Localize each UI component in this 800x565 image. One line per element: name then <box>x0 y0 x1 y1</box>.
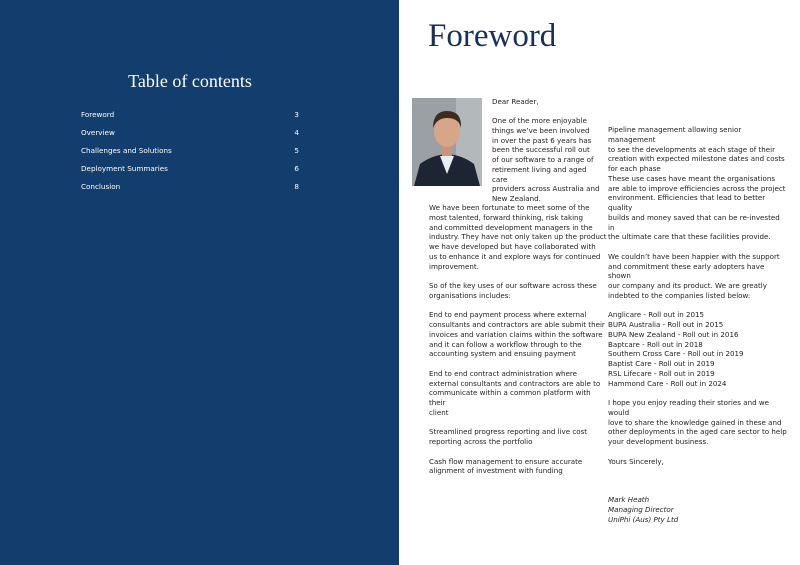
greeting-text: Dear Reader, <box>492 97 539 106</box>
intro-text: One of the more enjoyable things we’ve been involved in over the past 6 years has been the successful roll out of our software to a range of retirement living and aged care providers across Australia and New Zealand. <box>492 116 600 203</box>
toc-item-label: Overview <box>81 128 115 138</box>
company-list: Anglicare - Roll out in 2015 BUPA Australia - Roll out in 2015 BUPA New Zealand - Roll out in 2016 Baptcare - Roll out in 2018 Southern Cross Care - Roll out in 2019 Baptist Care - Roll out in 2019 RSL Lifecare - Roll out in 2019 Hammond Care - Roll out in 2024 <box>608 310 744 388</box>
toc-item-overview[interactable] <box>81 124 299 142</box>
paragraph: End to end contract administration where external consultants and contractors are able to communicate within a common platform with their client <box>429 368 601 417</box>
toc-item-page: 5 <box>294 145 299 155</box>
toc-panel <box>0 0 399 565</box>
paragraph: Pipeline management allowing senior management to see the developments at each stage of their creation with expected milestone dates and costs for each phase These use cases have meant the organisations are able to improve efficiencies across the project environment. Efficiencies that lead to better quality builds and money saved that can be re-invested in the ultimate care that these facilities provide. <box>608 125 786 242</box>
toc-item-challenges[interactable] <box>81 142 299 160</box>
intro-paragraph <box>492 116 604 204</box>
signature-company: UniPhi (Aus) Pty Ltd <box>608 514 679 524</box>
paragraph: We have been fortunate to meet some of the most talented, forward thinking, risk taking and committed development managers in the industry. They have not only taken up the product we have developed but have collaborated with us to enhance it and explore ways for continued improvement. <box>429 203 607 271</box>
toc-item-page: 3 <box>294 110 299 120</box>
sign-off: Yours Sincerely, <box>608 456 664 466</box>
toc-list <box>81 106 299 195</box>
toc-title: Table of contents <box>128 71 252 91</box>
toc-item-deployments[interactable] <box>81 159 299 177</box>
author-portrait <box>412 98 482 186</box>
signature-name: Mark Heath <box>608 495 650 505</box>
paragraph: I hope you enjoy reading their stories and we would love to share the knowledge gained in these and other deployments in the aged care sector to help your development business. <box>608 398 787 446</box>
toc-item-label: Deployment Summaries <box>81 163 168 173</box>
foreword-column-right <box>608 125 788 525</box>
greeting <box>492 97 539 107</box>
toc-item-page: 4 <box>294 128 299 138</box>
toc-item-foreword[interactable] <box>81 106 299 124</box>
toc-item-conclusion[interactable] <box>81 177 299 195</box>
signature-role: Managing Director <box>608 505 674 514</box>
page-title: Foreword <box>428 18 557 54</box>
toc-item-page: 6 <box>294 163 299 173</box>
paragraph: Cash flow management to ensure accurate alignment of investment with funding <box>429 456 583 476</box>
toc-item-label: Challenges and Solutions <box>81 145 172 155</box>
foreword-column-left <box>429 203 607 476</box>
paragraph: So of the key uses of our software across these organisations includes: <box>429 281 597 300</box>
paragraph: End to end payment process where external consultants and contractors are able submit their invoices and variation claims within the software and it can follow a workflow through to the accounting system and ensuing payment <box>429 310 605 359</box>
toc-item-label: Conclusion <box>81 181 121 191</box>
toc-item-label: Foreword <box>81 110 115 120</box>
toc-item-page: 8 <box>294 181 299 191</box>
paragraph: Streamlined progress reporting and live cost reporting across the portfolio <box>429 427 588 446</box>
paragraph: We couldn’t have been happier with the support and commitment these early adopters have shown our company and its product. We are greatly indebted to the companies listed below: <box>608 251 780 300</box>
